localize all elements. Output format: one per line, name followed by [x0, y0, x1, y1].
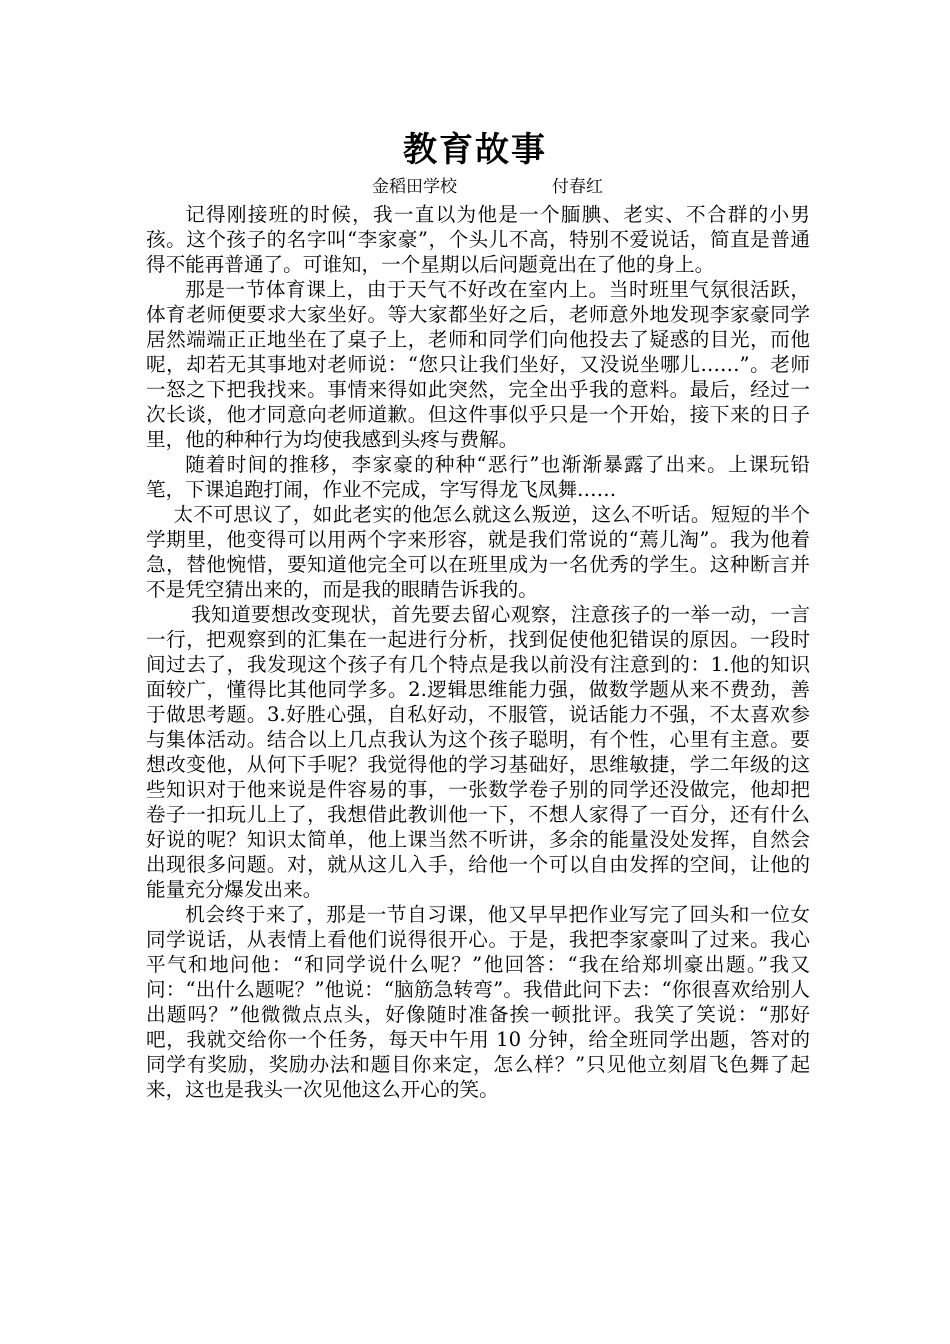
document-title: 教育故事	[403, 130, 547, 170]
school-name: 金稻田学校	[372, 177, 457, 197]
paragraph: 随着时间的推移，李家豪的种种“恶行”也渐渐暴露了出来。上课玩铅笔，下课追跑打闹，作业不完成，字写得龙飞凤舞……	[146, 453, 810, 501]
article-body	[146, 202, 810, 1102]
paragraph: 那是一节体育课上，由于天气不好改在室内上。当时班里气氛很活跃，体育老师便要求大家坐好。等大家都坐好之后，老师意外地发现李家豪同学居然端端正正地坐在了桌子上，老师和同学们向他投去了疑惑的目光，而他呢，却若无其事地对老师说：“您只让我们坐好，又没说坐哪儿……”。老师一怒之下把我找来。事情来得如此突然，完全出乎我的意料。最后，经过一次长谈，他才同意向老师道歉。但这件事似乎只是一个开始，接下来的日子里，他的种种行为均使我感到头疼与费解。	[146, 278, 810, 451]
author-name: 付春红	[552, 177, 603, 197]
paragraph: 我知道要想改变现状，首先要去留心观察，注意孩子的一举一动，一言一行，把观察到的汇集在一起进行分析，找到促使他犯错误的原因。一段时间过去了，我发现这个孩子有几个特点是我以前没有注意到的：1.他的知识面较广，懂得比其他同学多。2.逻辑思维能力强，做数学题从来不费劲，善于做思考题。3.好胜心强，自私好动，不服管，说话能力不强，不太喜欢参与集体活动。结合以上几点我认为这个孩子聪明，有个性，心里有主意。要想改变他，从何下手呢？我觉得他的学习基础好，思维敏捷，学二年级的这些知识对于他来说是件容易的事，一张数学卷子别的同学还没做完，他却把卷子一扣玩儿上了，我想借此教训他一下，不想人家得了一百分，还有什么好说的呢？知识太简单，他上课当然不听讲，多余的能量没处发挥，自然会出现很多问题。对，就从这儿入手，给他一个可以自由发挥的空间，让他的能量充分爆发出来。	[146, 603, 810, 901]
paragraph: 机会终于来了，那是一节自习课，他又早早把作业写完了回头和一位女同学说话，从表情上看他们说得很开心。于是，我把李家豪叫了过来。我心平气和地问他：“和同学说什么呢？”他回答：“我在给郑圳豪出题。”我又问：“出什么题呢？”他说：“脑筋急转弯”。我借此问下去：“你很喜欢给别人出题吗？”他微微点点头，好像随时准备挨一顿批评。我笑了笑说：“那好吧，我就交给你一个任务，每天中午用 10 分钟，给全班同学出题，答对的同学有奖励，奖励办法和题目你来定，怎么样？”只见他立刻眉飞色舞了起来，这也是我头一次见他这么开心的笑。	[146, 903, 810, 1101]
paragraph: 太不可思议了，如此老实的他怎么就这么叛逆，这么不听话。短短的半个学期里，他变得可以用两个字来形容，就是我们常说的“蔫儿淘”。我为他着急，替他惋惜，要知道他完全可以在班里成为一名优秀的学生。这种断言并不是凭空猜出来的，而是我的眼睛告诉我的。	[146, 503, 810, 601]
byline	[0, 176, 950, 200]
paragraph: 记得刚接班的时候，我一直以为他是一个腼腆、老实、不合群的小男孩。这个孩子的名字叫“李家豪”，个头儿不高，特别不爱说话，简直是普通得不能再普通了。可谁知，一个星期以后问题竟出在了他的身上。	[146, 203, 810, 276]
